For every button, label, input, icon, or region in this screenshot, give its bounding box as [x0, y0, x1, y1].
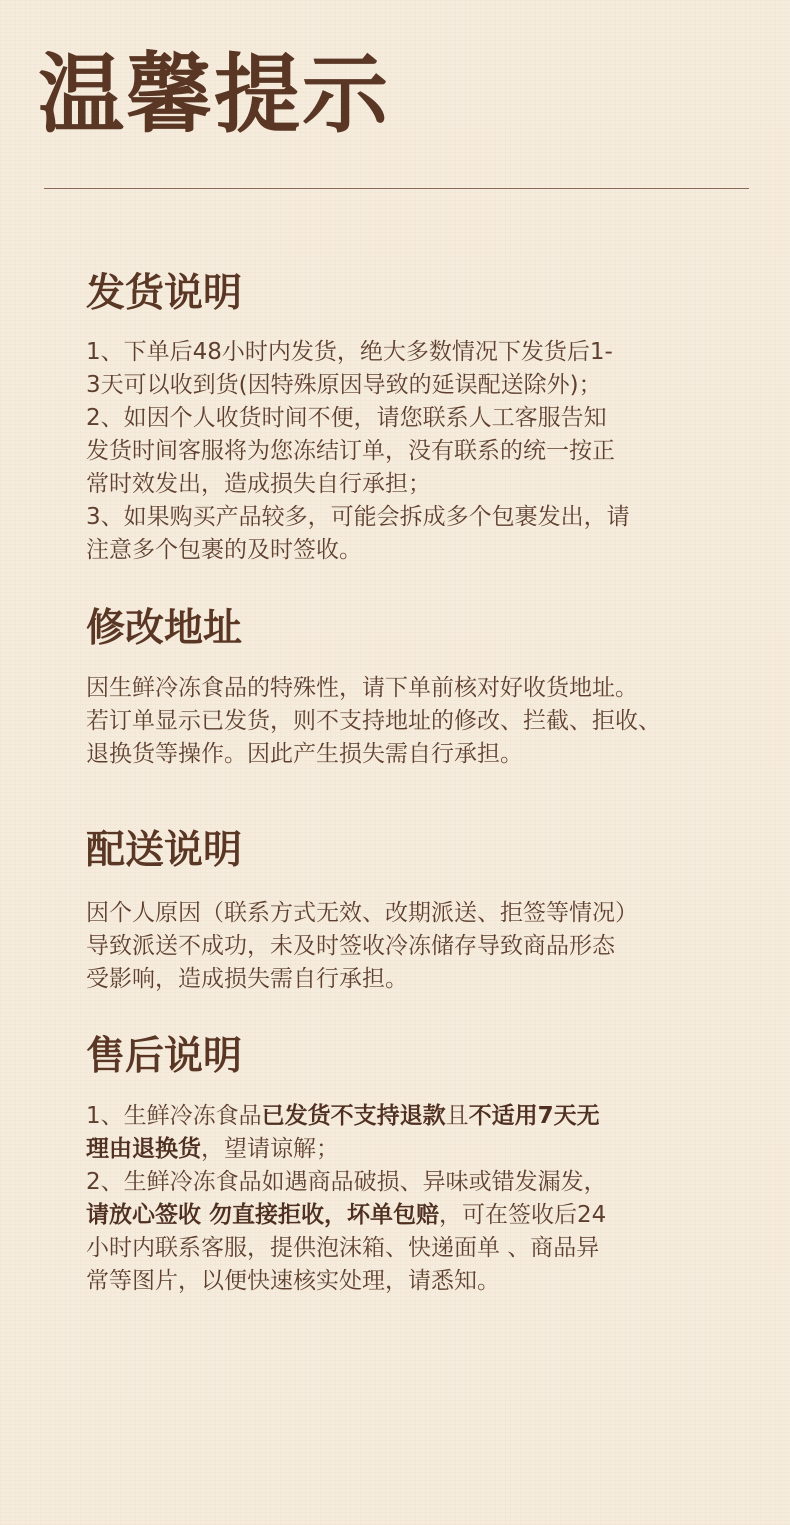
- aftersale-text: ，望请谅解；: [201, 1135, 339, 1162]
- page-title: 温馨提示: [38, 44, 390, 145]
- aftersale-line: 常等图片，以便快速核实处理，请悉知。: [86, 1267, 500, 1294]
- no-7day-return-notice: 理由退换货: [86, 1135, 201, 1162]
- aftersale-section: [86, 1035, 726, 1298]
- delivery-line: 因个人原因（联系方式无效、改期派送、拒签等情况）: [86, 899, 638, 926]
- aftersale-text: 1、生鲜冷冻食品: [86, 1102, 262, 1129]
- aftersale-line: [86, 1100, 726, 1133]
- shipping-line: 1、下单后48小时内发货，绝大多数情况下发货后1-: [86, 338, 613, 365]
- title-divider: [44, 188, 749, 189]
- delivery-section: [86, 829, 726, 996]
- aftersale-line: 2、生鲜冷冻食品如遇商品破损、异味或错发漏发，: [86, 1168, 607, 1195]
- shipping-heading: 发货说明: [86, 271, 243, 316]
- address-body: [86, 672, 726, 771]
- shipping-line: 2、如因个人收货时间不便，请您联系人工客服告知: [86, 404, 607, 431]
- aftersale-line: 小时内联系客服，提供泡沫箱、快递面单 、商品异: [86, 1234, 600, 1261]
- shipping-line: 发货时间客服将为您冻结订单，没有联系的统一按正: [86, 437, 615, 464]
- delivery-body: [86, 897, 726, 996]
- address-line: 退换货等操作。因此产生损失需自行承担。: [86, 740, 523, 767]
- address-line: 因生鲜冷冻食品的特殊性，请下单前核对好收货地址。: [86, 674, 638, 701]
- shipping-body: [86, 336, 726, 567]
- shipping-line: 注意多个包裹的及时签收。: [86, 536, 362, 563]
- delivery-line: 导致派送不成功，未及时签收冷冻储存导致商品形态: [86, 932, 615, 959]
- shipping-line: 3、如果购买产品较多，可能会拆成多个包裹发出，请: [86, 503, 630, 530]
- aftersale-line: [86, 1133, 726, 1166]
- aftersale-line: [86, 1199, 726, 1232]
- damage-compensation-notice: 请放心签收 勿直接拒收，坏单包赔: [86, 1201, 440, 1228]
- address-section: [86, 607, 726, 771]
- aftersale-heading: 售后说明: [86, 1034, 243, 1079]
- aftersale-body: [86, 1100, 726, 1298]
- no-7day-return-notice: 不适用7天无: [468, 1102, 600, 1129]
- address-heading: 修改地址: [86, 606, 243, 651]
- shipping-section: [86, 272, 726, 567]
- address-line: 若订单显示已发货，则不支持地址的修改、拦截、拒收、: [86, 707, 661, 734]
- delivery-line: 受影响，造成损失需自行承担。: [86, 965, 408, 992]
- delivery-heading: 配送说明: [86, 828, 243, 873]
- no-refund-notice: 已发货不支持退款: [261, 1102, 446, 1129]
- aftersale-text: 且: [445, 1102, 469, 1129]
- shipping-line: 常时效发出，造成损失自行承担；: [86, 470, 431, 497]
- shipping-line: 3天可以收到货(因特殊原因导致的延误配送除外)；: [86, 371, 602, 398]
- aftersale-text: ，可在签收后24: [439, 1201, 607, 1228]
